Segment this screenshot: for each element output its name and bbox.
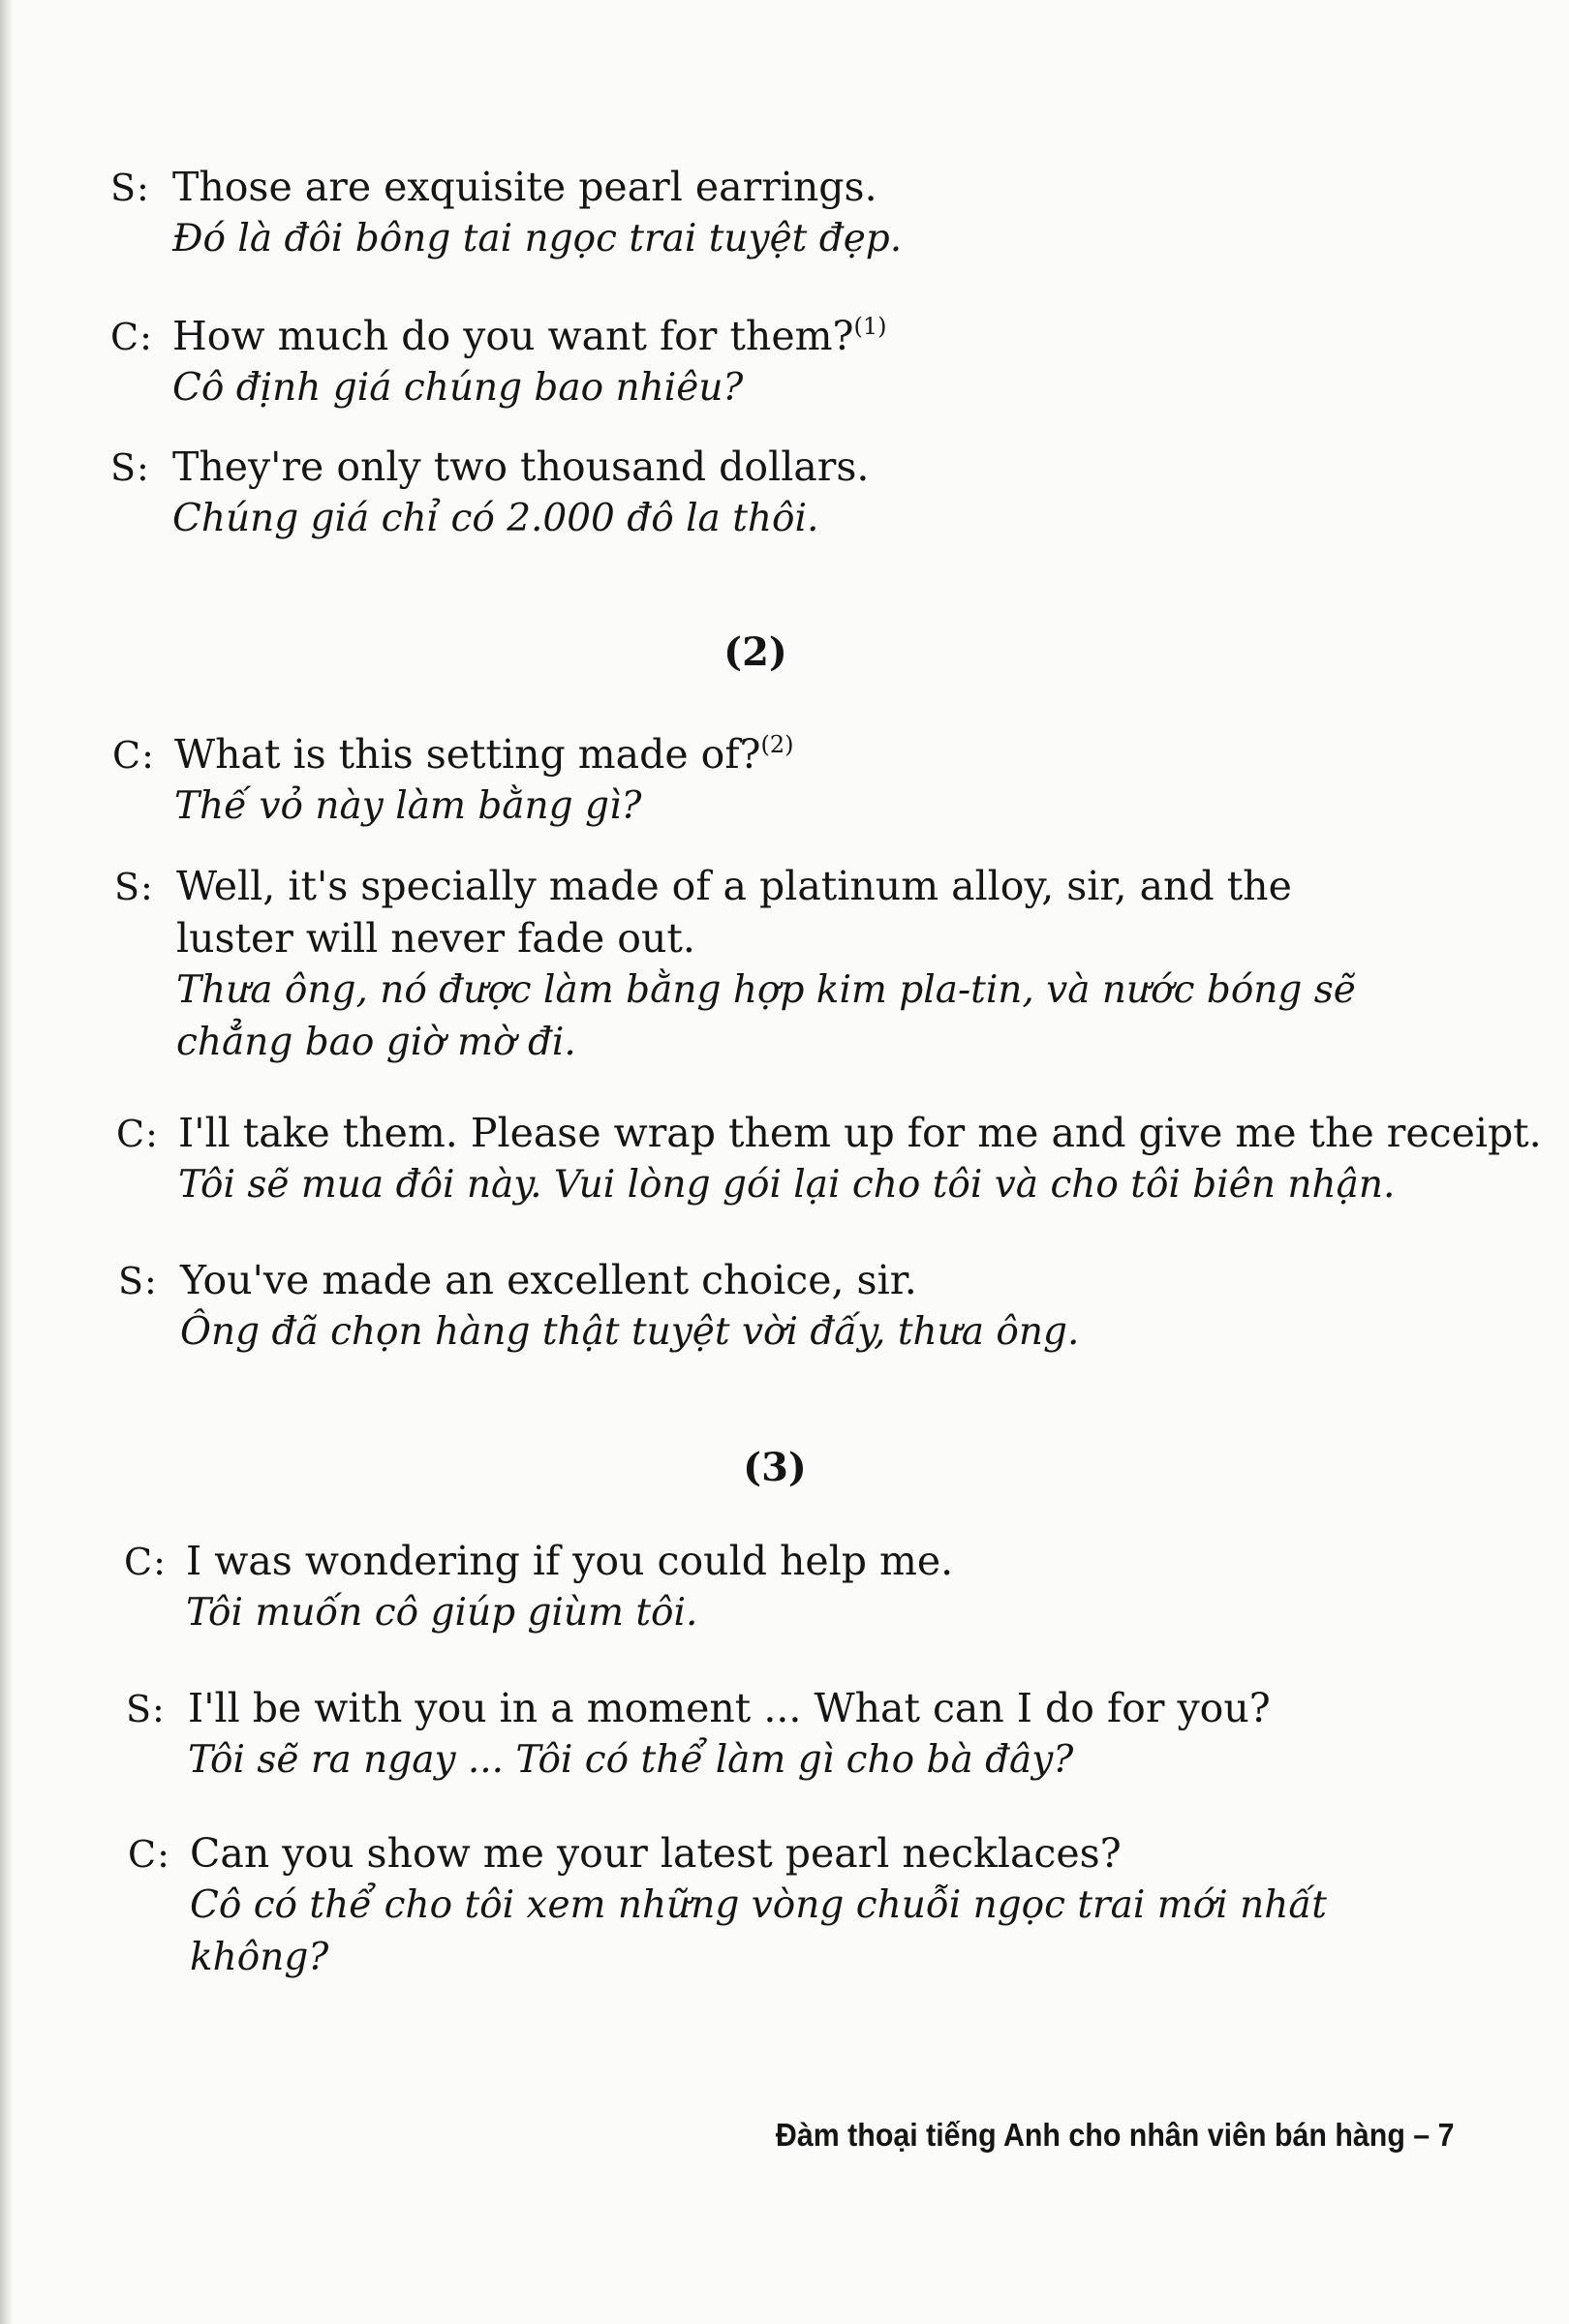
speaker-label: S: [126,1688,166,1730]
english-line: I was wondering if you could help me. [186,1538,954,1584]
vietnamese-line-continued: chẳng bao giờ mờ đi. [176,1021,576,1064]
vietnamese-line: Cô định giá chúng bao nhiêu? [172,366,744,410]
section-heading: (2) [723,629,787,675]
speaker-label: S: [110,167,150,209]
english-line: You've made an excellent choice, sir. [180,1257,917,1303]
vietnamese-line: Thưa ông, nó được làm bằng hợp kim pla-tin, và nước bóng sẽ [176,968,1356,1012]
vietnamese-line-continued: không? [190,1936,329,1979]
speaker-label: S: [114,866,154,908]
english-line: Well, it's specially made of a platinum alloy, sir, and the [176,863,1292,909]
vietnamese-line: Tôi muốn cô giúp giùm tôi. [186,1591,698,1635]
dialogue-turn [128,1827,1569,1984]
dialogue-turn [110,161,1569,265]
vietnamese-line: Cô có thể cho tôi xem những vòng chuỗi ngọc trai mới nhất [190,1883,1327,1927]
dialogue-turn [118,1254,1569,1359]
dialogue-turn [110,300,1569,414]
speaker-label: C: [116,1113,159,1155]
dialogue-turn [116,1107,1569,1211]
vietnamese-line: Tôi sẽ ra ngay ... Tôi có thể làm gì cho bà đây? [188,1738,1074,1782]
vietnamese-line: Đó là đôi bông tai ngọc trai tuyệt đẹp. [172,217,903,260]
english-line: How much do you want for them? [172,313,854,359]
dialogue-turn [126,1682,1569,1787]
vietnamese-line: Ông đã chọn hàng thật tuyệt vời đấy, thưa ông. [180,1310,1080,1354]
speaker-label: C: [112,734,155,777]
english-line: What is this setting made of? [174,731,761,778]
speaker-label: S: [118,1260,158,1302]
footnote-marker: (1) [853,313,887,340]
english-line: Can you show me your latest pearl necklaces? [190,1830,1122,1877]
speaker-label: C: [124,1541,167,1583]
section-heading: (3) [743,1445,807,1490]
speaker-label: C: [128,1833,170,1876]
english-line: I'll be with you in a moment ... What can I do for you? [188,1685,1271,1731]
speaker-label: S: [110,446,150,489]
footnote-marker: (2) [760,731,794,758]
vietnamese-line: Thế vỏ này làm bằng gì? [174,784,642,828]
vietnamese-line: Tôi sẽ mua đôi này. Vui lòng gói lại cho tôi và cho tôi biên nhận. [178,1163,1396,1207]
vietnamese-line: Chúng giá chỉ có 2.000 đô la thôi. [172,497,819,540]
page-footer: Đàm thoại tiếng Anh cho nhân viên bán hàng – 7 [776,2117,1455,2153]
english-line: I'll take them. Please wrap them up for me and give me the receipt. [178,1110,1542,1156]
english-line: Those are exquisite pearl earrings. [172,164,877,210]
speaker-label: C: [110,316,153,358]
dialogue-turn [124,1535,1569,1639]
english-line: They're only two thousand dollars. [172,443,870,490]
english-line-continued: luster will never fade out. [176,915,695,962]
dialogue-turn [110,441,1569,545]
dialogue-turn [114,860,1569,1069]
dialogue-turn [112,719,1569,833]
